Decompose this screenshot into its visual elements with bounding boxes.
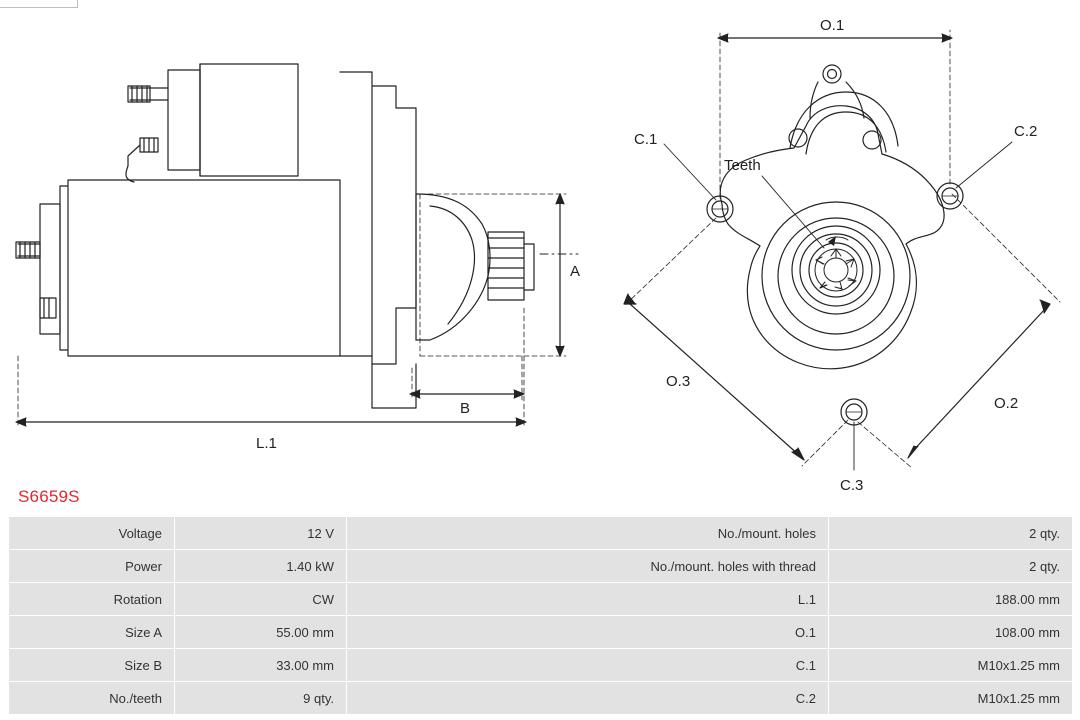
spec-value-c2: M10x1.25 mm [829,682,1073,715]
label-dim-l1: L.1 [256,435,277,452]
spec-label-size-a: Size A [9,616,175,649]
part-number: S6659S [18,487,80,506]
label-teeth: Teeth [724,157,761,174]
label-dim-o3: O.3 [666,373,691,390]
table-row [9,583,1073,616]
spec-value-mount-holes-thread: 2 qty. [829,550,1073,583]
spec-value-size-a: 55.00 mm [175,616,347,649]
spec-label-size-b: Size B [9,649,175,682]
spec-value-c1: M10x1.25 mm [829,649,1073,682]
spec-label-teeth: No./teeth [9,682,175,715]
spec-label-voltage: Voltage [9,517,175,550]
spec-value-mount-holes: 2 qty. [829,517,1073,550]
starter-motor-technical-drawing [0,8,1080,494]
spec-label-mount-holes: No./mount. holes [347,517,829,550]
spec-label-c2: C.2 [347,682,829,715]
spec-value-teeth: 9 qty. [175,682,347,715]
spec-value-power: 1.40 kW [175,550,347,583]
spec-label-mount-holes-thread: No./mount. holes with thread [347,550,829,583]
spec-value-l1: 188.00 mm [829,583,1073,616]
label-hole-c2: C.2 [1014,123,1038,140]
table-row [9,550,1073,583]
side-view-drawing [16,64,581,428]
table-row [9,682,1073,715]
spec-label-o1: O.1 [347,616,829,649]
spec-label-l1: L.1 [347,583,829,616]
label-hole-c3: C.3 [840,477,864,494]
specifications-table [8,516,1073,715]
spec-label-power: Power [9,550,175,583]
spec-label-c1: C.1 [347,649,829,682]
spec-value-size-b: 33.00 mm [175,649,347,682]
label-dim-a: A [570,263,581,280]
spec-value-voltage: 12 V [175,517,347,550]
table-row [9,616,1073,649]
product-drawings [0,8,1080,494]
table-row [9,649,1073,682]
label-dim-o2: O.2 [994,395,1019,412]
spec-value-o1: 108.00 mm [829,616,1073,649]
label-hole-c1: C.1 [634,131,658,148]
spec-label-rotation: Rotation [9,583,175,616]
label-dim-b: B [460,400,471,417]
table-row [9,517,1073,550]
spec-value-rotation: CW [175,583,347,616]
top-strip [0,0,78,8]
label-dim-o1: O.1 [820,17,845,34]
